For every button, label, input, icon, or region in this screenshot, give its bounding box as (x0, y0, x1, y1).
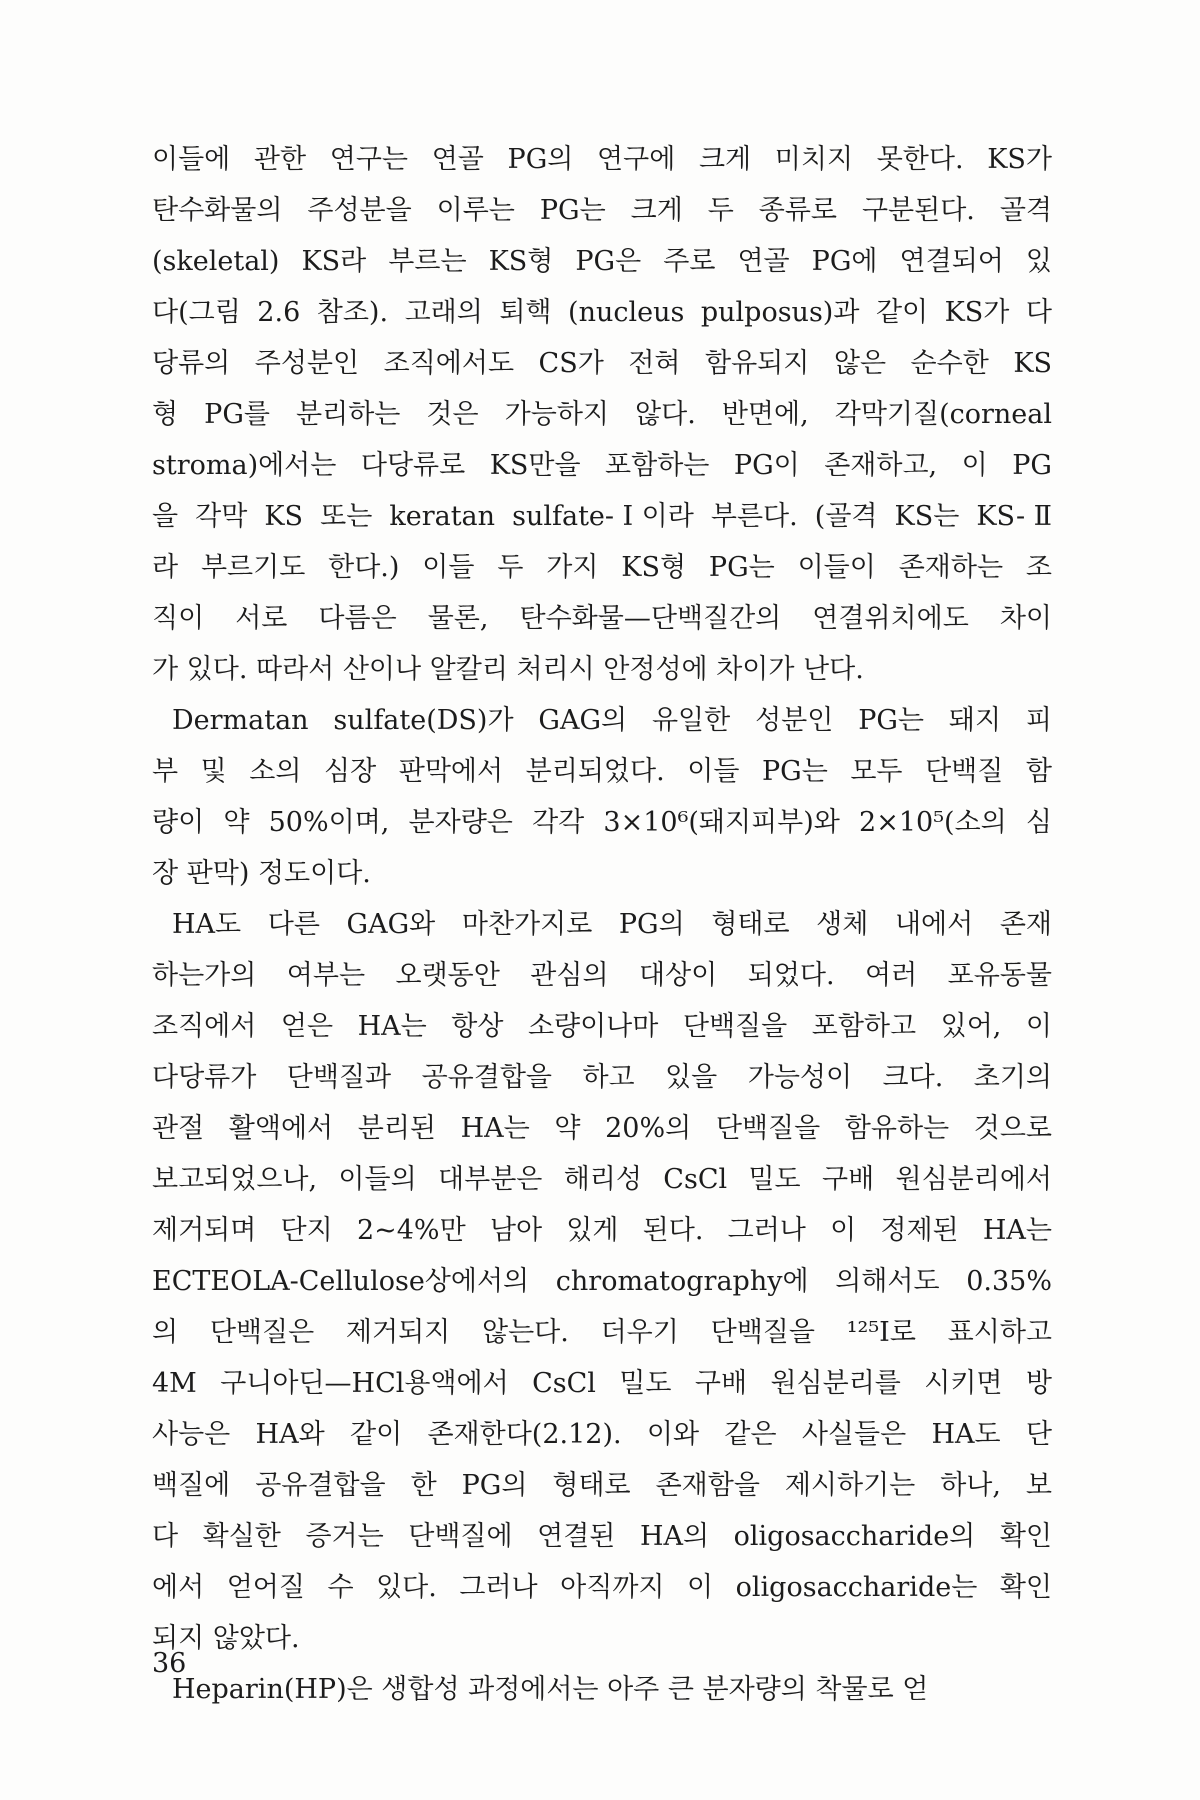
text-line: 의 단백질은 제거되지 않는다. 더우기 단백질을 ¹²⁵I로 표시하고 (152, 1317, 1052, 1348)
text-line: stroma)에서는 다당류로 KS만을 포함하는 PG이 존재하고, 이 PG (152, 450, 1052, 481)
text-line: 다(그림 2.6 참조). 고래의 퇴핵 (nucleus pulposus)과 같이 KS가 다 (152, 297, 1052, 328)
text-line: Heparin(HP)은 생합성 과정에서는 아주 큰 분자량의 착물로 얻 (172, 1674, 929, 1705)
paragraph-keratan-sulfate (152, 134, 1052, 695)
text-line: 직이 서로 다름은 물론, 탄수화물—단백질간의 연결위치에도 차이 (152, 603, 1052, 634)
paragraph-hyaluronic-acid (152, 899, 1052, 1664)
text-line: 당류의 주성분인 조직에서도 CS가 전혀 함유되지 않은 순수한 KS (152, 348, 1052, 379)
text-line: 보고되었으나, 이들의 대부분은 해리성 CsCl 밀도 구배 원심분리에서 (152, 1164, 1052, 1195)
text-line: 부 및 소의 심장 판막에서 분리되었다. 이들 PG는 모두 단백질 함 (152, 756, 1052, 787)
text-line: 사능은 HA와 같이 존재한다(2.12). 이와 같은 사실들은 HA도 단 (152, 1419, 1052, 1450)
text-line: (skeletal) KS라 부르는 KS형 PG은 주로 연골 PG에 연결되어 있 (152, 246, 1052, 277)
text-line: Dermatan sulfate(DS)가 GAG의 유일한 성분인 PG는 돼지 피 (172, 705, 1052, 736)
text-line: 량이 약 50%이며, 분자량은 각각 3×10⁶(돼지피부)와 2×10⁵(소의 심 (152, 807, 1052, 838)
body-text (152, 134, 1052, 1715)
text-line: 가 있다. 따라서 산이나 알칼리 처리시 안정성에 차이가 난다. (152, 654, 864, 685)
text-line: 라 부르기도 한다.) 이들 두 가지 KS형 PG는 이들이 존재하는 조 (152, 552, 1052, 583)
text-line: 백질에 공유결합을 한 PG의 형태로 존재함을 제시하기는 하나, 보 (152, 1470, 1052, 1501)
text-line: HA도 다른 GAG와 마찬가지로 PG의 형태로 생체 내에서 존재 (172, 909, 1052, 940)
text-line: 4M 구니아딘—HCl용액에서 CsCl 밀도 구배 원심분리를 시키면 방 (152, 1368, 1052, 1399)
text-line: 관절 활액에서 분리된 HA는 약 20%의 단백질을 함유하는 것으로 (152, 1113, 1052, 1144)
page-number: 36 (152, 1648, 187, 1679)
text-line: 탄수화물의 주성분을 이루는 PG는 크게 두 종류로 구분된다. 골격 (152, 195, 1052, 226)
text-line: 다당류가 단백질과 공유결합을 하고 있을 가능성이 크다. 초기의 (152, 1062, 1052, 1093)
text-line: 장 판막) 정도이다. (152, 858, 371, 889)
text-line: 이들에 관한 연구는 연골 PG의 연구에 크게 미치지 못한다. KS가 (152, 144, 1052, 175)
text-line: 다 확실한 증거는 단백질에 연결된 HA의 oligosaccharide의 확인 (152, 1521, 1052, 1552)
text-line: 형 PG를 분리하는 것은 가능하지 않다. 반면에, 각막기질(corneal (152, 399, 1052, 430)
text-line: 제거되며 단지 2~4%만 남아 있게 된다. 그러나 이 정제된 HA는 (152, 1215, 1052, 1246)
paragraph-dermatan-sulfate (152, 695, 1052, 899)
paragraph-heparin (152, 1664, 1052, 1715)
text-line: ECTEOLA-Cellulose상에서의 chromatography에 의해서도 0.35% (152, 1266, 1052, 1297)
text-line: 에서 얻어질 수 있다. 그러나 아직까지 이 oligosaccharide는 확인 (152, 1572, 1052, 1603)
text-line: 하는가의 여부는 오랫동안 관심의 대상이 되었다. 여러 포유동물 (152, 960, 1052, 991)
text-line: 되지 않았다. (152, 1623, 300, 1654)
text-line: 을 각막 KS 또는 keratan sulfate-Ⅰ이라 부른다. (골격 KS는 KS-Ⅱ (152, 501, 1052, 532)
text-line: 조직에서 얻은 HA는 항상 소량이나마 단백질을 포함하고 있어, 이 (152, 1011, 1052, 1042)
